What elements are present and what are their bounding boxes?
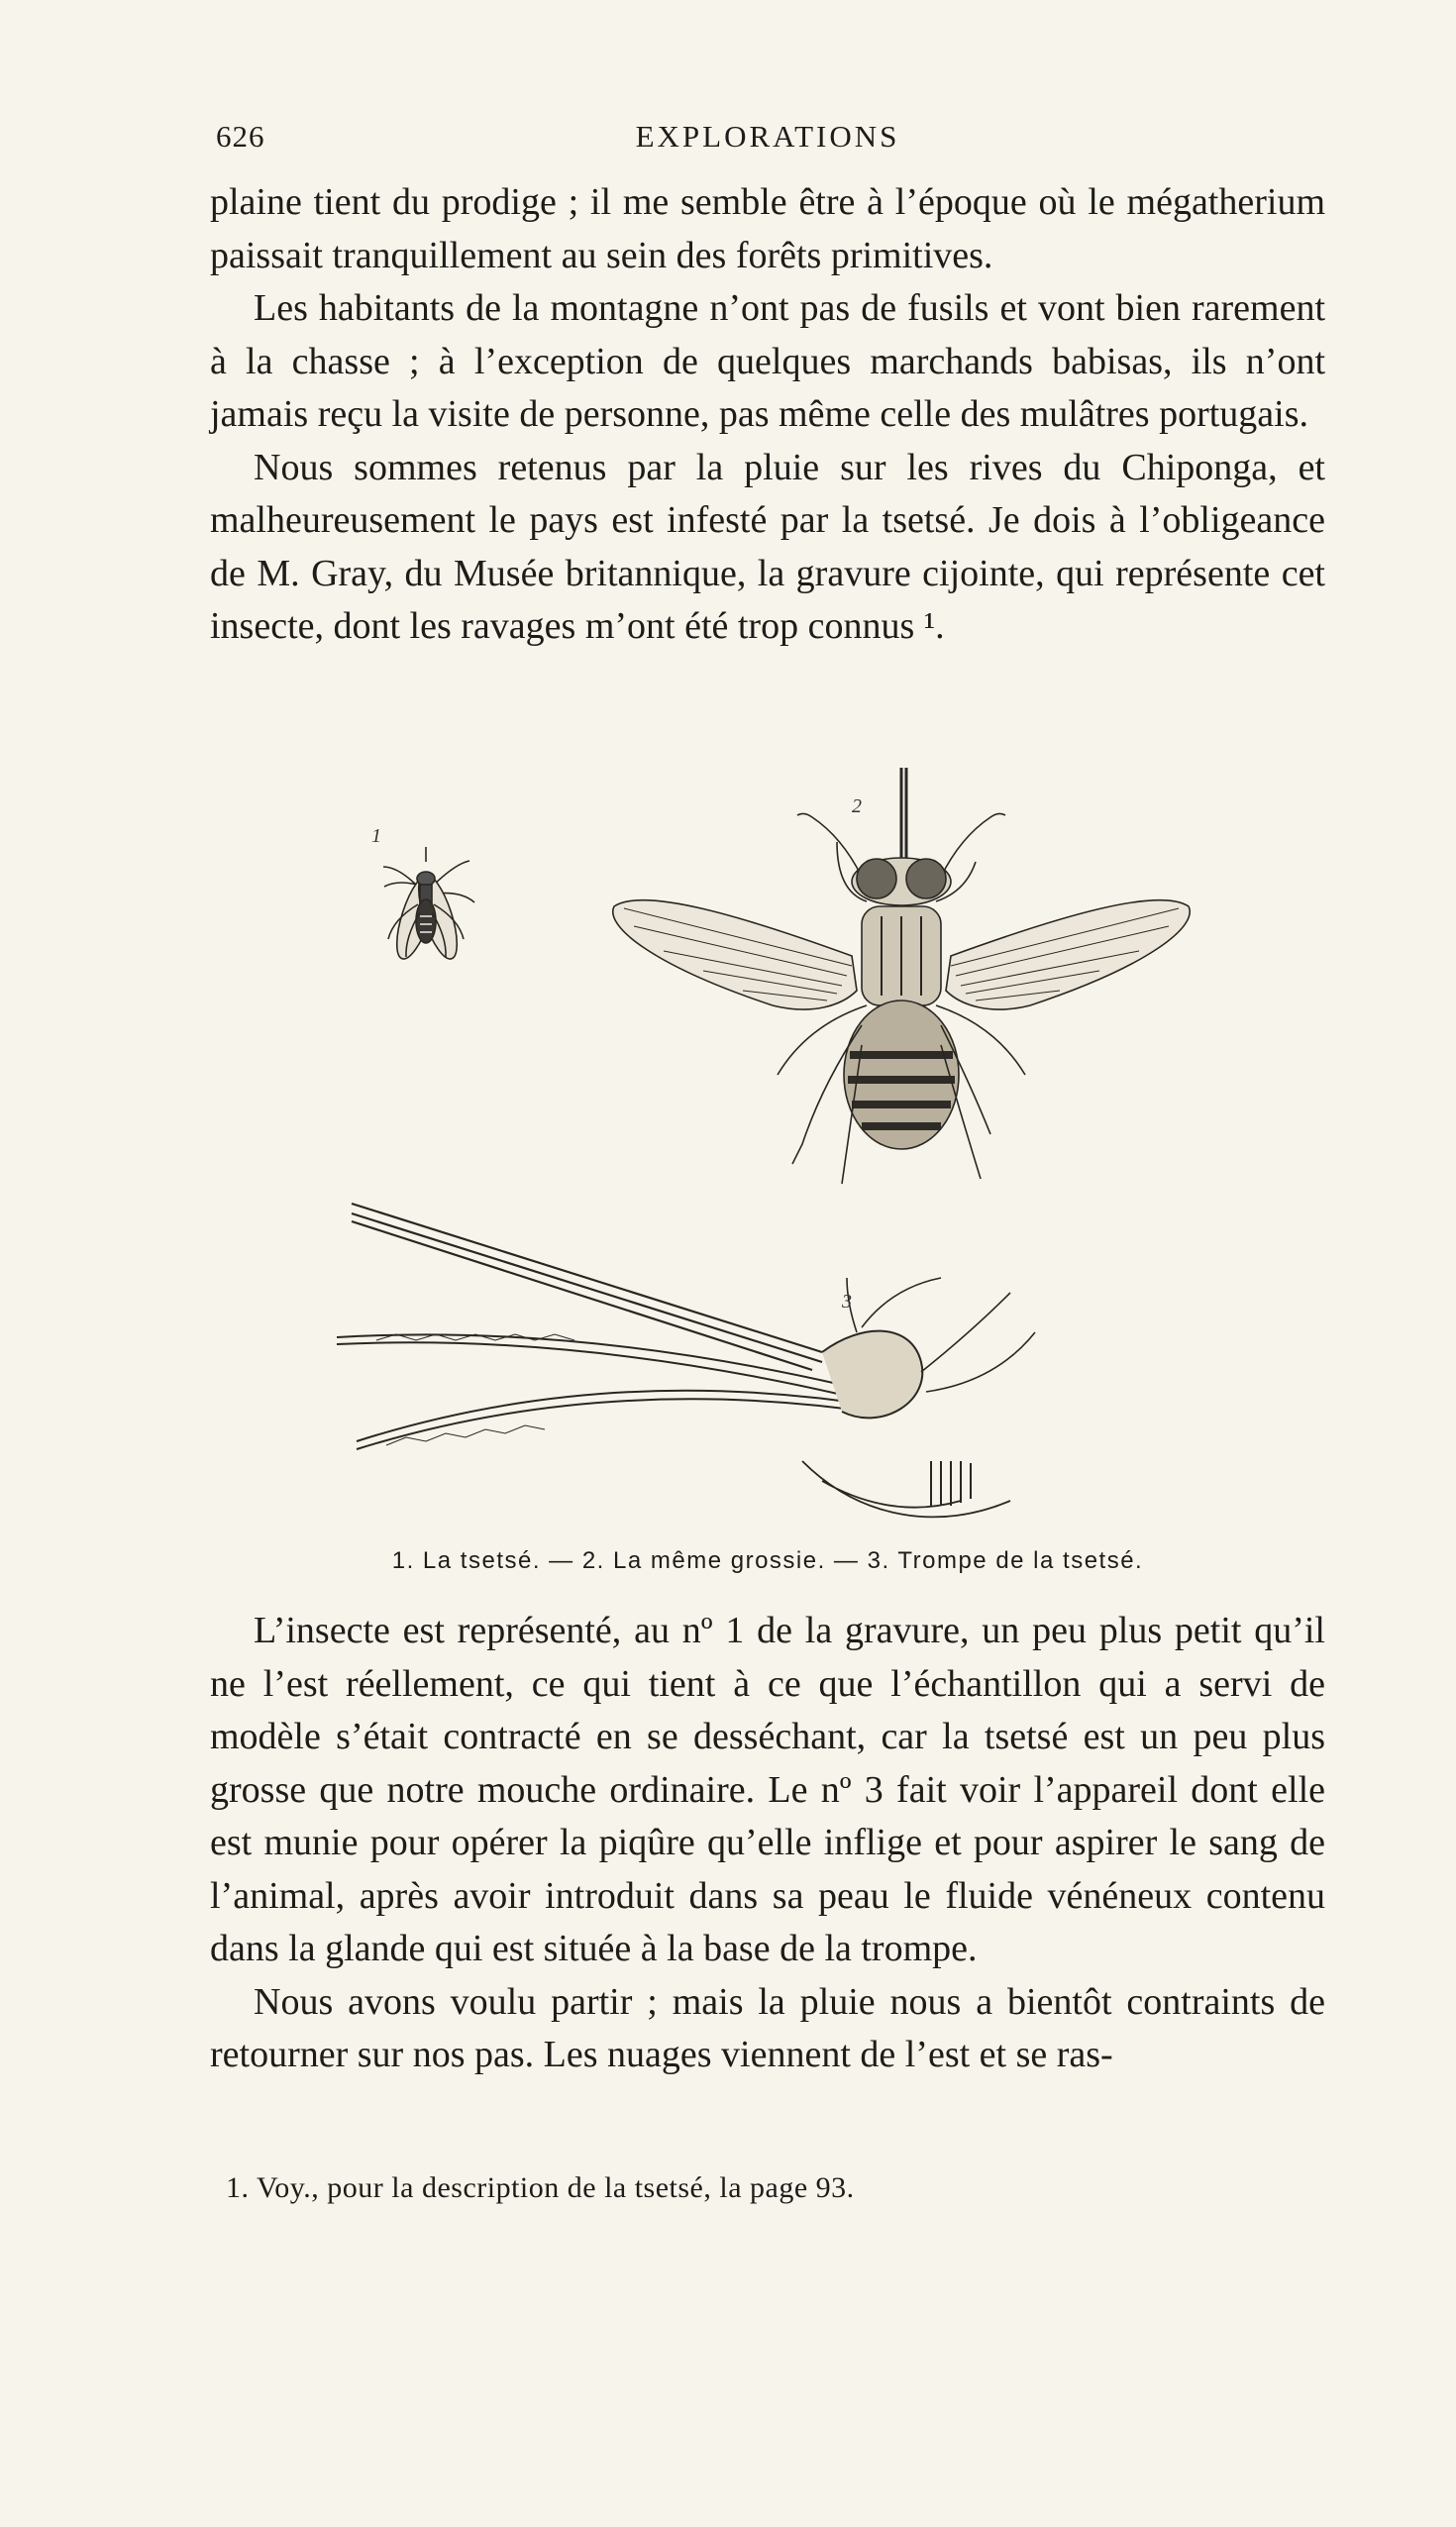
running-title: EXPLORATIONS: [635, 119, 900, 154]
figure-label-1: 1: [371, 825, 381, 847]
tsetse-engraving: [327, 768, 1198, 1545]
small-tsetse-illustration: [383, 847, 474, 963]
proboscis-illustration: [337, 1204, 1035, 1517]
body-text-top: [210, 176, 1325, 654]
paragraph: Les habitants de la montagne n’ont pas de fusils et vont bien rarement à la chasse ; à l’exception de quelques marchands babisas, ils n’ont jamais reçu la visite de personne, pas même celle des mulâtres portugais.: [210, 287, 1325, 435]
paragraph: Nous sommes retenus par la pluie sur les rives du Chiponga, et malheureusement le pays est infesté par la tsetsé. Je dois à l’obligeance de M. Gray, du Musée britannique, la gravure cijointe, qui représente cet insecte, dont les ravages m’ont été trop connus ¹.: [210, 446, 1325, 647]
paragraph: plaine tient du prodige ; il me semble être à l’époque où le mégatherium paissait tranquillement au sein des forêts primitives.: [210, 181, 1325, 276]
figure-label-2: 2: [852, 795, 862, 817]
figure-caption: 1. La tsetsé. — 2. La même grossie. — 3. Trompe de la tsetsé.: [391, 1547, 1144, 1574]
body-text-bottom: [210, 1605, 1325, 2082]
enlarged-tsetse-illustration: [613, 768, 1190, 1184]
paragraph: L’insecte est représenté, au nº 1 de la gravure, un peu plus petit qu’il ne l’est réellement, ce qui tient à ce que l’échantillon qui a servi de modèle s’était contracté en se desséchant, car la tsetsé est un peu plus grosse que notre mouche ordinaire. Le nº 3 fait voir l’appareil dont elle est munie pour opérer la piqûre qu’elle inflige et pour aspirer le sang de l’animal, après avoir introduit dans sa peau le fluide vénéneux contenu dans la glande qui est située à la base de la trompe.: [210, 1610, 1325, 1969]
paragraph: Nous avons voulu partir ; mais la pluie nous a bientôt contraints de retourner sur nos pas. Les nuages viennent de l’est et se ras-: [210, 1980, 1325, 2075]
running-header: [216, 119, 1319, 164]
page-number: 626: [216, 119, 265, 154]
footnote: 1. Voy., pour la description de la tsetsé, la page 93.: [226, 2171, 855, 2204]
figure-label-3: 3: [842, 1291, 852, 1313]
